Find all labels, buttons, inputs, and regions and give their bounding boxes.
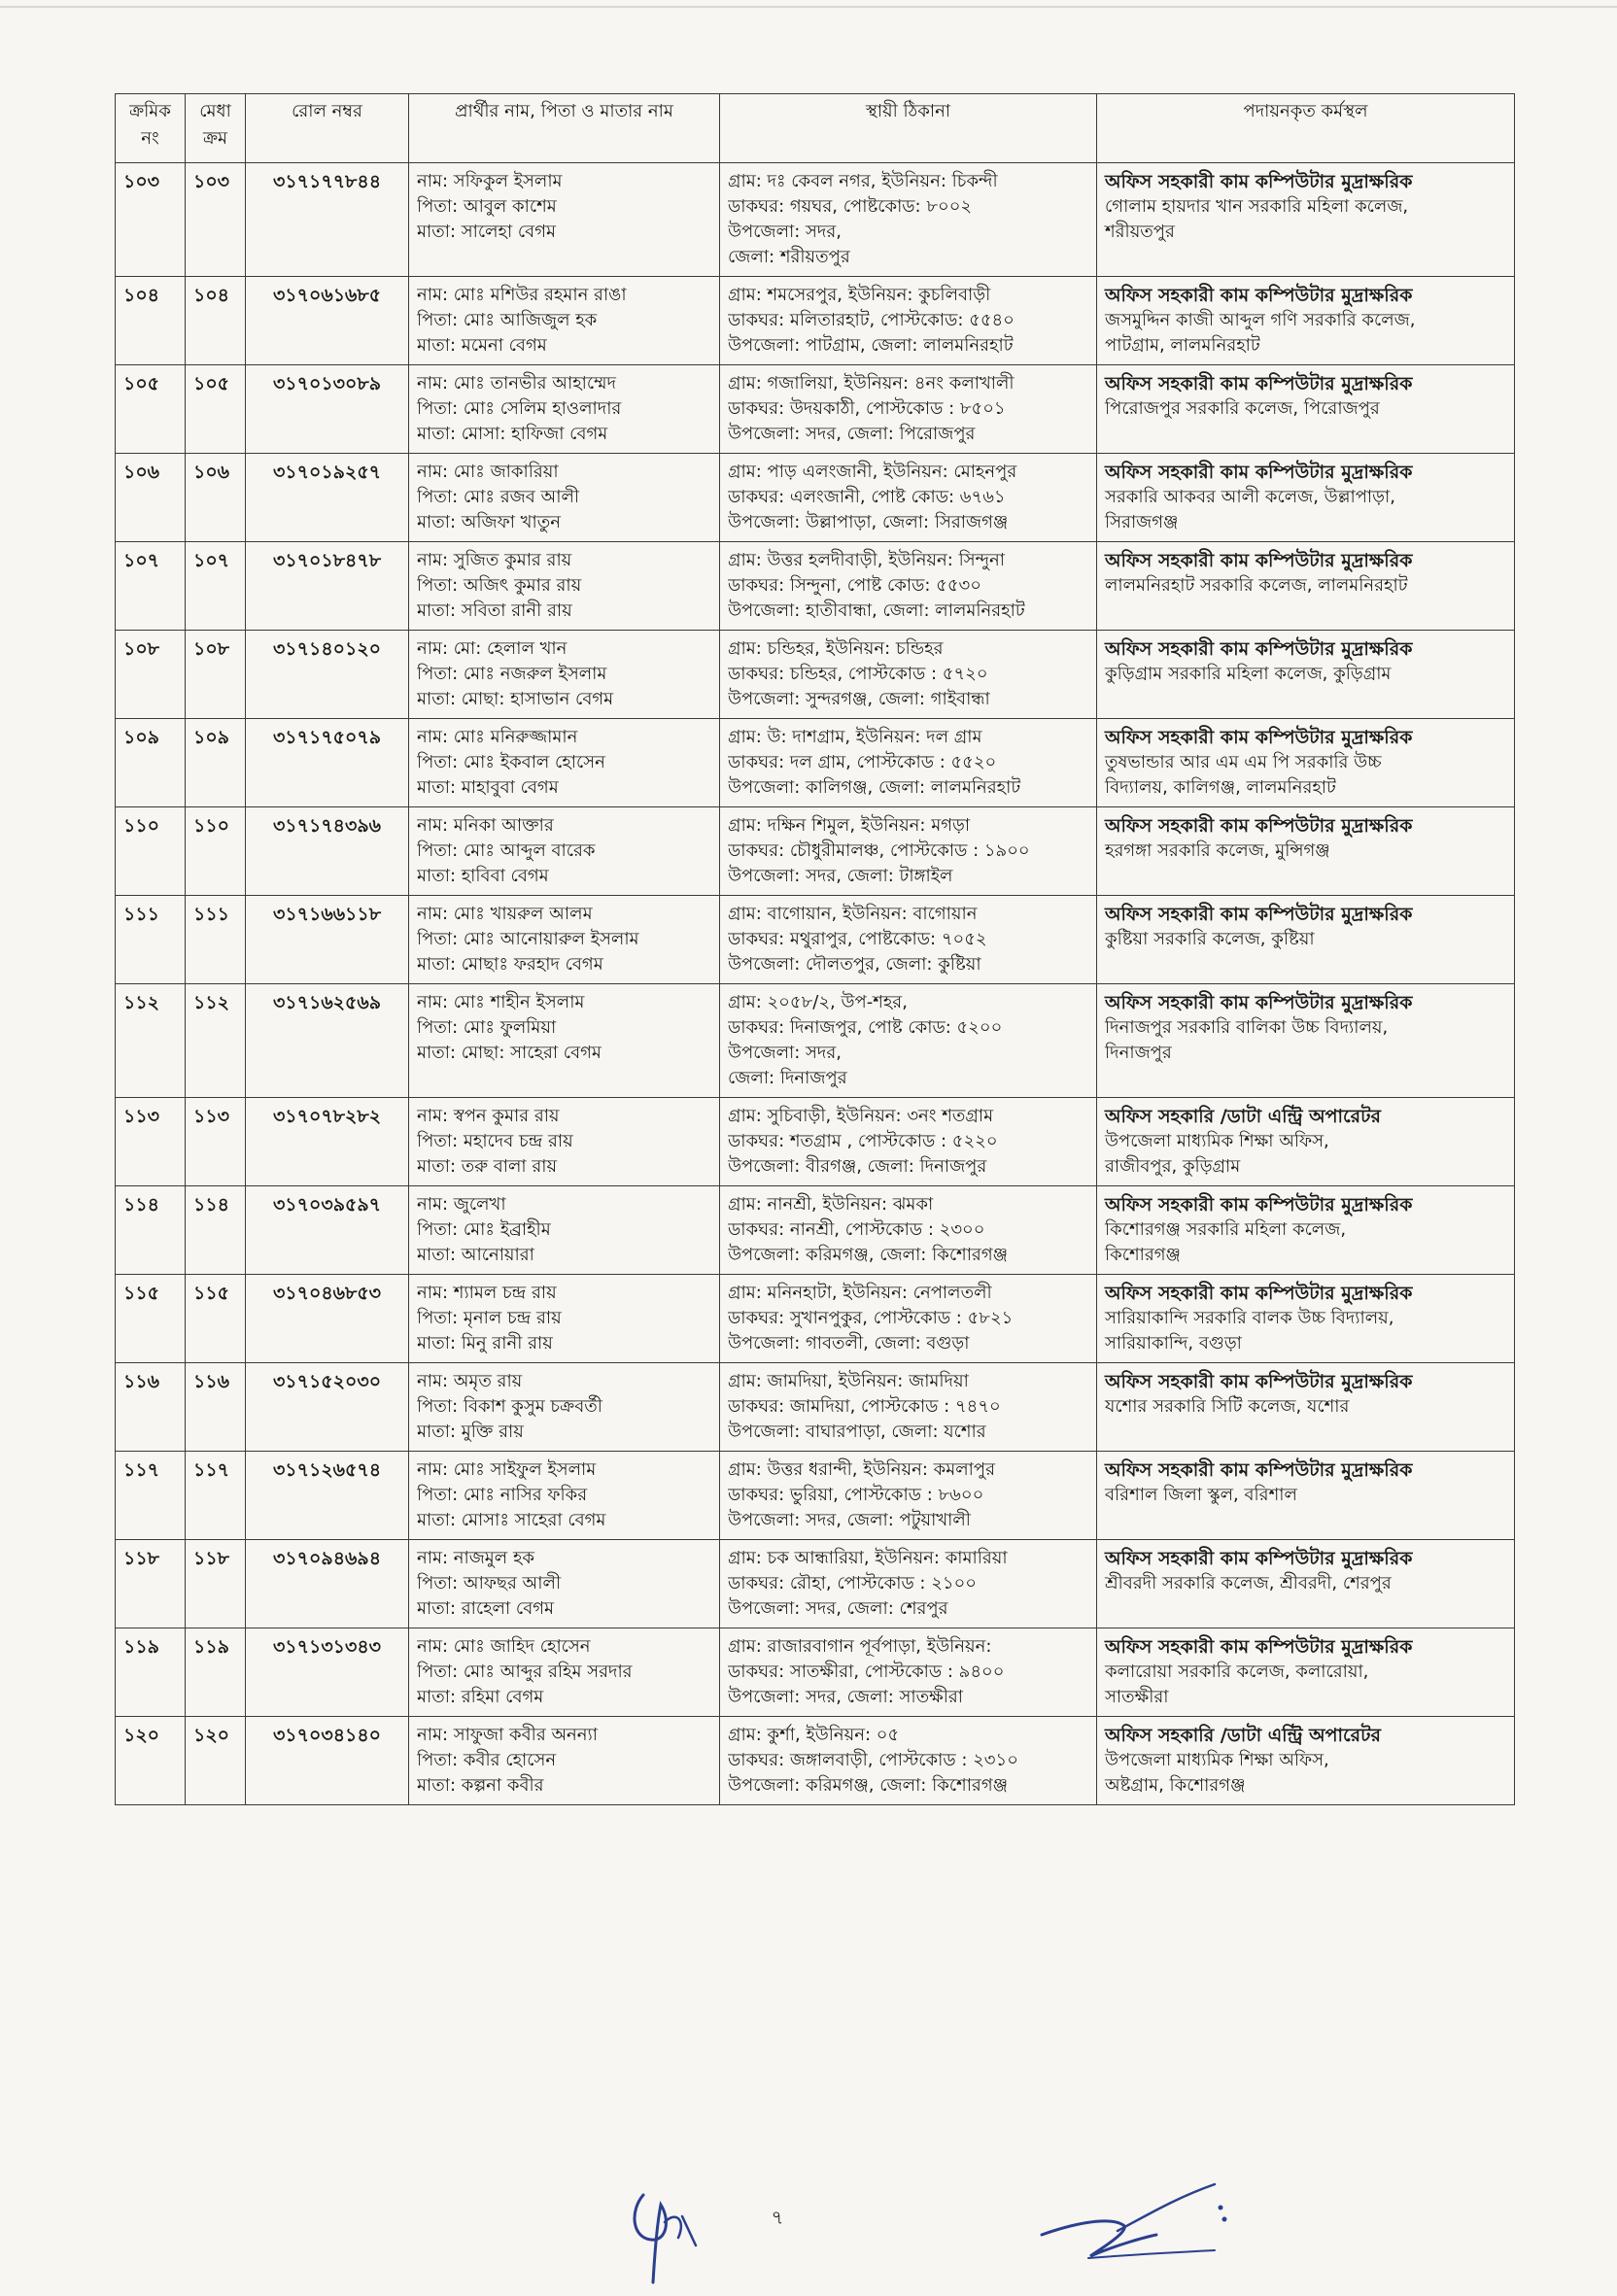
address-line: ডাকঘর: নানশ্রী, পোস্টকোড : ২৩০০ bbox=[728, 1219, 985, 1240]
father-name: পিতা: আফছর আলী bbox=[417, 1573, 562, 1593]
merit-cell: ১১৬ bbox=[186, 1363, 246, 1452]
posting-place: পিরোজপুর সরকারি কলেজ, পিরোজপুর bbox=[1105, 398, 1380, 419]
post-title: অফিস সহকারী কাম কম্পিউটার মুদ্রাক্ষরিক bbox=[1105, 904, 1413, 925]
header-merit: মেধা ক্রম bbox=[186, 94, 246, 163]
mother-name: মাতা: মোছাঃ ফরহাদ বেগম bbox=[417, 954, 603, 975]
address-line: গ্রাম: সুচিবাড়ী, ইউনিয়ন: ৩নং শতগ্রাম bbox=[728, 1106, 994, 1126]
address-line: উপজেলা: সদর, bbox=[728, 222, 842, 242]
serial-cell: ১০৯ bbox=[116, 719, 186, 807]
table-header-row bbox=[116, 94, 1515, 163]
address-line: গ্রাম: রাজারবাগান পূর্বপাড়া, ইউনিয়ন: bbox=[728, 1636, 992, 1657]
posting-cell bbox=[1097, 984, 1515, 1098]
appointment-table bbox=[115, 93, 1515, 1805]
father-name: পিতা: আবুল কাশেম bbox=[417, 196, 557, 217]
merit-cell: ১০৮ bbox=[186, 631, 246, 719]
address-line: ডাকঘর: সাতক্ষীরা, পোস্টকোড : ৯৪০০ bbox=[728, 1662, 1005, 1682]
mother-name: মাতা: তরু বালা রায় bbox=[417, 1156, 558, 1177]
address-line: গ্রাম: পাড় এলংজানী, ইউনিয়ন: মোহনপুর bbox=[728, 462, 1017, 482]
address-cell bbox=[720, 719, 1097, 807]
serial-cell: ১১২ bbox=[116, 984, 186, 1098]
page-number: ৭ bbox=[771, 2206, 784, 2229]
table-row bbox=[116, 631, 1515, 719]
post-title: অফিস সহকারী কাম কম্পিউটার মুদ্রাক্ষরিক bbox=[1105, 815, 1413, 837]
merit-cell: ১১২ bbox=[186, 984, 246, 1098]
post-title: অফিস সহকারী কাম কম্পিউটার মুদ্রাক্ষরিক bbox=[1105, 550, 1413, 571]
roll-cell: ৩১৭০১৯২৫৭ bbox=[246, 454, 409, 542]
posting-cell bbox=[1097, 1363, 1515, 1452]
post-title: অফিস সহকারী কাম কম্পিউটার মুদ্রাক্ষরিক bbox=[1105, 727, 1413, 748]
posting-cell bbox=[1097, 1628, 1515, 1717]
candidate-name: নাম: মনিকা আক্তার bbox=[417, 815, 554, 836]
candidate-cell bbox=[409, 163, 720, 277]
father-name: পিতা: মোঃ নাসির ফকির bbox=[417, 1485, 588, 1505]
address-line: উপজেলা: করিমগঞ্জ, জেলা: কিশোরগঞ্জ bbox=[728, 1775, 1008, 1796]
father-name: পিতা: মোঃ ফুলমিয়া bbox=[417, 1017, 557, 1038]
posting-cell bbox=[1097, 719, 1515, 807]
address-line: গ্রাম: শমসেরপুর, ইউনিয়ন: কুচলিবাড়ী bbox=[728, 285, 991, 305]
candidate-cell bbox=[409, 719, 720, 807]
address-line: উপজেলা: সদর, জেলা: পটুয়াখালী bbox=[728, 1510, 971, 1530]
serial-cell: ১২০ bbox=[116, 1717, 186, 1805]
address-line: উপজেলা: সদর, জেলা: সাতক্ষীরা bbox=[728, 1687, 963, 1707]
father-name: পিতা: মোঃ আনোয়ারুল ইসলাম bbox=[417, 929, 639, 949]
merit-cell: ১১৮ bbox=[186, 1540, 246, 1628]
roll-cell: ৩১৭০৬১৬৮৫ bbox=[246, 277, 409, 365]
mother-name: মাতা: অজিফা খাতুন bbox=[417, 512, 561, 532]
serial-cell: ১১৭ bbox=[116, 1452, 186, 1540]
posting-place: দিনাজপুর সরকারি বালিকা উচ্চ বিদ্যালয়, bbox=[1105, 1017, 1389, 1038]
address-cell bbox=[720, 1275, 1097, 1363]
address-line: ডাকঘর: জঙ্গালবাড়ী, পোস্টকোড : ২৩১০ bbox=[728, 1750, 1018, 1770]
father-name: পিতা: মোঃ আব্দুল বারেক bbox=[417, 840, 596, 861]
merit-cell: ১১৩ bbox=[186, 1098, 246, 1186]
post-title: অফিস সহকারী কাম কম্পিউটার মুদ্রাক্ষরিক bbox=[1105, 462, 1413, 483]
roll-cell: ৩১৭০৯৪৬৯৪ bbox=[246, 1540, 409, 1628]
table-row bbox=[116, 1275, 1515, 1363]
address-cell bbox=[720, 365, 1097, 454]
table-row bbox=[116, 542, 1515, 631]
candidate-cell bbox=[409, 984, 720, 1098]
signature-right bbox=[1030, 2176, 1254, 2264]
table-row bbox=[116, 1098, 1515, 1186]
candidate-cell bbox=[409, 454, 720, 542]
address-line: ডাকঘর: দিনাজপুর, পোষ্ট কোড: ৫২০০ bbox=[728, 1017, 1003, 1038]
serial-cell: ১১৯ bbox=[116, 1628, 186, 1717]
posting-place: রাজীবপুর, কুড়িগ্রাম bbox=[1105, 1156, 1241, 1177]
post-title: অফিস সহকারী কাম কম্পিউটার মুদ্রাক্ষরিক bbox=[1105, 1194, 1413, 1216]
candidate-cell bbox=[409, 631, 720, 719]
serial-cell: ১১৫ bbox=[116, 1275, 186, 1363]
header-name: প্রার্থীর নাম, পিতা ও মাতার নাম bbox=[409, 94, 720, 163]
posting-place: পাটগ্রাম, লালমনিরহাট bbox=[1105, 335, 1260, 356]
roll-cell: ৩১৭০৭৮২৮২ bbox=[246, 1098, 409, 1186]
candidate-name: নাম: সফিকুল ইসলাম bbox=[417, 171, 563, 191]
mother-name: মাতা: মোছা: সাহেরা বেগম bbox=[417, 1043, 602, 1063]
address-line: গ্রাম: উ: দাশগ্রাম, ইউনিয়ন: দল গ্রাম bbox=[728, 727, 982, 747]
mother-name: মাতা: মোছা: হাসাভান বেগম bbox=[417, 689, 614, 709]
table-row bbox=[116, 163, 1515, 277]
merit-cell: ১১৪ bbox=[186, 1186, 246, 1275]
header-address: স্থায়ী ঠিকানা bbox=[720, 94, 1097, 163]
serial-cell: ১০৮ bbox=[116, 631, 186, 719]
address-line: গ্রাম: দক্ষিন শিমুল, ইউনিয়ন: মগড়া bbox=[728, 815, 971, 836]
address-line: গ্রাম: জামদিয়া, ইউনিয়ন: জামদিয়া bbox=[728, 1371, 969, 1391]
header-serial: ক্রমিক নং bbox=[116, 94, 186, 163]
table-row bbox=[116, 896, 1515, 984]
posting-cell bbox=[1097, 454, 1515, 542]
mother-name: মাতা: কল্পনা কবীর bbox=[417, 1775, 544, 1796]
serial-cell: ১০৫ bbox=[116, 365, 186, 454]
candidate-name: নাম: মো: হেলাল খান bbox=[417, 638, 568, 659]
posting-cell bbox=[1097, 365, 1515, 454]
candidate-name: নাম: মোঃ মশিউর রহমান রাঙা bbox=[417, 285, 627, 305]
address-line: উপজেলা: সদর, bbox=[728, 1043, 842, 1063]
roll-cell: ৩১৭১৫২০৩০ bbox=[246, 1363, 409, 1452]
father-name: পিতা: বিকাশ কুসুম চক্রবর্তী bbox=[417, 1396, 602, 1417]
address-line: ডাকঘর: ভুরিয়া, পোস্টকোড : ৮৬০০ bbox=[728, 1485, 984, 1505]
posting-place: কুড়িগ্রাম সরকারি মহিলা কলেজ, কুড়িগ্রাম bbox=[1105, 664, 1392, 684]
posting-place: তুষভান্ডার আর এম এম পি সরকারি উচ্চ bbox=[1105, 752, 1382, 772]
address-line: গ্রাম: গজালিয়া, ইউনিয়ন: ৪নং কলাখালী bbox=[728, 373, 1015, 394]
address-line: গ্রাম: উত্তর হলদীবাড়ী, ইউনিয়ন: সিন্দুনা bbox=[728, 550, 1006, 570]
father-name: পিতা: অজিৎ কুমার রায় bbox=[417, 575, 582, 596]
address-cell bbox=[720, 1717, 1097, 1805]
address-line: উপজেলা: উল্লাপাড়া, জেলা: সিরাজগঞ্জ bbox=[728, 512, 1009, 532]
serial-cell: ১০৩ bbox=[116, 163, 186, 277]
posting-place: কিশোরগঞ্জ bbox=[1105, 1245, 1181, 1265]
address-line: উপজেলা: সদর, জেলা: টাঙ্গাইল bbox=[728, 866, 953, 886]
roll-cell: ৩১৭১৭৭৮৪৪ bbox=[246, 163, 409, 277]
candidate-name: নাম: শ্যামল চন্দ্র রায় bbox=[417, 1283, 557, 1303]
address-line: ডাকঘর: সিন্দুনা, পোষ্ট কোড: ৫৫৩০ bbox=[728, 575, 981, 596]
table-row bbox=[116, 719, 1515, 807]
address-cell bbox=[720, 1098, 1097, 1186]
roll-cell: ৩১৭০১৩০৮৯ bbox=[246, 365, 409, 454]
posting-cell bbox=[1097, 1098, 1515, 1186]
posting-place: হরগঙ্গা সরকারি কলেজ, মুন্সিগঞ্জ bbox=[1105, 840, 1330, 861]
merit-cell: ১০৩ bbox=[186, 163, 246, 277]
merit-cell: ১২০ bbox=[186, 1717, 246, 1805]
address-line: ডাকঘর: উদয়কাঠী, পোস্টকোড : ৮৫০১ bbox=[728, 398, 1006, 419]
posting-place: শরীয়তপুর bbox=[1105, 222, 1175, 242]
address-line: গ্রাম: চক আন্ধারিয়া, ইউনিয়ন: কামারিয়া bbox=[728, 1548, 1008, 1568]
candidate-cell bbox=[409, 896, 720, 984]
candidate-name: নাম: সুজিত কুমার রায় bbox=[417, 550, 572, 570]
merit-cell: ১১০ bbox=[186, 807, 246, 896]
candidate-cell bbox=[409, 1452, 720, 1540]
posting-cell bbox=[1097, 277, 1515, 365]
address-cell bbox=[720, 631, 1097, 719]
posting-place: শ্রীবরদী সরকারি কলেজ, শ্রীবরদী, শেরপুর bbox=[1105, 1573, 1392, 1593]
posting-place: কুষ্টিয়া সরকারি কলেজ, কুষ্টিয়া bbox=[1105, 929, 1315, 949]
father-name: পিতা: মোঃ নজরুল ইসলাম bbox=[417, 664, 607, 684]
address-line: উপজেলা: হাতীবান্ধা, জেলা: লালমনিরহাট bbox=[728, 600, 1025, 621]
mother-name: মাতা: মিনু রানী রায় bbox=[417, 1333, 553, 1354]
roll-cell: ৩১৭১৭৫০৭৯ bbox=[246, 719, 409, 807]
signature-left bbox=[622, 2181, 709, 2288]
serial-cell: ১০৪ bbox=[116, 277, 186, 365]
father-name: পিতা: মোঃ আব্দুর রহিম সরদার bbox=[417, 1662, 633, 1682]
roll-cell: ৩১৭১৪০১২০ bbox=[246, 631, 409, 719]
merit-cell: ১০৫ bbox=[186, 365, 246, 454]
address-line: ডাকঘর: মলিতারহাট, পোস্টকোড: ৫৫৪০ bbox=[728, 310, 1015, 330]
post-title: অফিস সহকারী কাম কম্পিউটার মুদ্রাক্ষরিক bbox=[1105, 1548, 1413, 1569]
mother-name: মাতা: মোসা: হাফিজা বেগম bbox=[417, 424, 608, 444]
address-cell bbox=[720, 1452, 1097, 1540]
posting-cell bbox=[1097, 631, 1515, 719]
posting-place: সারিয়াকান্দি, বগুড়া bbox=[1105, 1333, 1242, 1354]
address-line: ডাকঘর: চৌধুরীমালঞ্চ, পোস্টকোড : ১৯০০ bbox=[728, 840, 1030, 861]
candidate-cell bbox=[409, 542, 720, 631]
address-cell bbox=[720, 277, 1097, 365]
roll-cell: ৩১৭১৬৬১১৮ bbox=[246, 896, 409, 984]
address-cell bbox=[720, 807, 1097, 896]
posting-cell bbox=[1097, 896, 1515, 984]
mother-name: মাতা: মুক্তি রায় bbox=[417, 1422, 524, 1442]
post-title: অফিস সহকারি /ডাটা এন্ট্রি অপারেটর bbox=[1105, 1725, 1381, 1746]
address-line: উপজেলা: সদর, জেলা: পিরোজপুর bbox=[728, 424, 976, 444]
address-line: উপজেলা: করিমগঞ্জ, জেলা: কিশোরগঞ্জ bbox=[728, 1245, 1008, 1265]
roll-cell: ৩১৭১৩১৩৪৩ bbox=[246, 1628, 409, 1717]
candidate-cell bbox=[409, 277, 720, 365]
candidate-cell bbox=[409, 1275, 720, 1363]
table-row bbox=[116, 984, 1515, 1098]
post-title: অফিস সহকারী কাম কম্পিউটার মুদ্রাক্ষরিক bbox=[1105, 638, 1413, 660]
candidate-name: নাম: জুলেখা bbox=[417, 1194, 506, 1215]
address-line: উপজেলা: কালিগঞ্জ, জেলা: লালমনিরহাট bbox=[728, 777, 1021, 798]
address-line: উপজেলা: দৌলতপুর, জেলা: কুষ্টিয়া bbox=[728, 954, 981, 975]
posting-place: জসমুদ্দিন কাজী আব্দুল গণি সরকারি কলেজ, bbox=[1105, 310, 1416, 330]
address-line: ডাকঘর: শতগ্রাম , পোস্টকোড : ৫২২০ bbox=[728, 1131, 998, 1151]
posting-place: সিরাজগঞ্জ bbox=[1105, 512, 1179, 532]
candidate-name: নাম: স্বপন কুমার রায় bbox=[417, 1106, 560, 1126]
address-cell bbox=[720, 1540, 1097, 1628]
candidate-name: নাম: মোঃ সাইফুল ইসলাম bbox=[417, 1459, 597, 1480]
posting-place: দিনাজপুর bbox=[1105, 1043, 1172, 1063]
posting-place: উপজেলা মাধ্যমিক শিক্ষা অফিস, bbox=[1105, 1750, 1329, 1770]
post-title: অফিস সহকারী কাম কম্পিউটার মুদ্রাক্ষরিক bbox=[1105, 1459, 1413, 1481]
posting-place: লালমনিরহাট সরকারি কলেজ, লালমনিরহাট bbox=[1105, 575, 1408, 596]
candidate-cell bbox=[409, 1540, 720, 1628]
serial-cell: ১০৬ bbox=[116, 454, 186, 542]
address-line: ডাকঘর: সুখানপুকুর, পোস্টকোড : ৫৮২১ bbox=[728, 1308, 1014, 1328]
posting-place: সাতক্ষীরা bbox=[1105, 1687, 1169, 1707]
father-name: পিতা: মহাদেব চন্দ্র রায় bbox=[417, 1131, 573, 1151]
posting-place: বিদ্যালয়, কালিগঞ্জ, লালমনিরহাট bbox=[1105, 777, 1336, 798]
post-title: অফিস সহকারী কাম কম্পিউটার মুদ্রাক্ষরিক bbox=[1105, 171, 1413, 192]
table-row bbox=[116, 1452, 1515, 1540]
table-row bbox=[116, 454, 1515, 542]
posting-place: গোলাম হায়দার খান সরকারি মহিলা কলেজ, bbox=[1105, 196, 1409, 217]
address-line: ডাকঘর: চন্ডিহর, পোস্টকোড : ৫৭২০ bbox=[728, 664, 988, 684]
table-row bbox=[116, 1717, 1515, 1805]
candidate-name: নাম: মোঃ খায়রুল আলম bbox=[417, 904, 593, 924]
mother-name: মাতা: সালেহা বেগম bbox=[417, 222, 556, 242]
roll-cell: ৩১৭০৩৪১৪০ bbox=[246, 1717, 409, 1805]
table-row bbox=[116, 807, 1515, 896]
serial-cell: ১১৪ bbox=[116, 1186, 186, 1275]
post-title: অফিস সহকারি /ডাটা এন্ট্রি অপারেটর bbox=[1105, 1106, 1381, 1127]
table-body bbox=[116, 163, 1515, 1805]
candidate-cell bbox=[409, 807, 720, 896]
father-name: পিতা: মোঃ রজব আলী bbox=[417, 487, 580, 507]
posting-cell bbox=[1097, 1717, 1515, 1805]
address-line: ডাকঘর: জামদিয়া, পোস্টকোড : ৭৪৭০ bbox=[728, 1396, 1001, 1417]
address-line: উপজেলা: বীরগঞ্জ, জেলা: দিনাজপুর bbox=[728, 1156, 987, 1177]
roll-cell: ৩১৭১৭৪৩৯৬ bbox=[246, 807, 409, 896]
roll-cell: ৩১৭০৪৬৮৫৩ bbox=[246, 1275, 409, 1363]
father-name: পিতা: কবীর হোসেন bbox=[417, 1750, 557, 1770]
address-line: গ্রাম: কুর্শা, ইউনিয়ন: ০৫ bbox=[728, 1725, 900, 1745]
page-top-edge bbox=[0, 6, 1617, 8]
address-cell bbox=[720, 542, 1097, 631]
table-row bbox=[116, 1628, 1515, 1717]
address-line: গ্রাম: উত্তর ধরান্দী, ইউনিয়ন: কমলাপুর bbox=[728, 1459, 995, 1480]
candidate-name: নাম: অমৃত রায় bbox=[417, 1371, 523, 1391]
serial-cell: ১১৬ bbox=[116, 1363, 186, 1452]
merit-cell: ১০৬ bbox=[186, 454, 246, 542]
candidate-name: নাম: সাফুজা কবীর অনন্যা bbox=[417, 1725, 598, 1745]
roll-cell: ৩১৭১২৬৫৭৪ bbox=[246, 1452, 409, 1540]
posting-cell bbox=[1097, 542, 1515, 631]
address-line: জেলা: দিনাজপুর bbox=[728, 1068, 847, 1088]
candidate-cell bbox=[409, 1717, 720, 1805]
address-line: ডাকঘর: দল গ্রাম, পোস্টকোড : ৫৫২০ bbox=[728, 752, 997, 772]
posting-place: অষ্টগ্রাম, কিশোরগঞ্জ bbox=[1105, 1775, 1246, 1796]
address-line: গ্রাম: বাগোয়ান, ইউনিয়ন: বাগোয়ান bbox=[728, 904, 978, 924]
posting-cell bbox=[1097, 1452, 1515, 1540]
serial-cell: ১১৩ bbox=[116, 1098, 186, 1186]
address-line: ডাকঘর: গয়ঘর, পোষ্টকোড: ৮০০২ bbox=[728, 196, 973, 217]
candidate-name: নাম: মোঃ শাহীন ইসলাম bbox=[417, 992, 585, 1012]
mother-name: মাতা: মাহাবুবা বেগম bbox=[417, 777, 559, 798]
posting-cell bbox=[1097, 807, 1515, 896]
address-line: গ্রাম: চন্ডিহর, ইউনিয়ন: চন্ডিহর bbox=[728, 638, 944, 659]
posting-place: উপজেলা মাধ্যমিক শিক্ষা অফিস, bbox=[1105, 1131, 1329, 1151]
posting-place: কলারোয়া সরকারি কলেজ, কলারোয়া, bbox=[1105, 1662, 1369, 1682]
address-line: উপজেলা: সদর, জেলা: শেরপুর bbox=[728, 1598, 948, 1619]
roll-cell: ৩১৭০১৮৪৭৮ bbox=[246, 542, 409, 631]
candidate-cell bbox=[409, 1363, 720, 1452]
posting-cell bbox=[1097, 1275, 1515, 1363]
address-cell bbox=[720, 1186, 1097, 1275]
table-row bbox=[116, 1363, 1515, 1452]
father-name: পিতা: মোঃ আজিজুল হক bbox=[417, 310, 598, 330]
table-row bbox=[116, 365, 1515, 454]
posting-place: যশোর সরকারি সিটি কলেজ, যশোর bbox=[1105, 1396, 1350, 1417]
candidate-name: নাম: মোঃ জাহিদ হোসেন bbox=[417, 1636, 591, 1657]
post-title: অফিস সহকারী কাম কম্পিউটার মুদ্রাক্ষরিক bbox=[1105, 992, 1413, 1013]
address-line: গ্রাম: মনিনহাটা, ইউনিয়ন: নেপালতলী bbox=[728, 1283, 992, 1303]
roll-cell: ৩১৭১৬২৫৬৯ bbox=[246, 984, 409, 1098]
address-cell bbox=[720, 163, 1097, 277]
post-title: অফিস সহকারী কাম কম্পিউটার মুদ্রাক্ষরিক bbox=[1105, 1283, 1413, 1304]
post-title: অফিস সহকারী কাম কম্পিউটার মুদ্রাক্ষরিক bbox=[1105, 285, 1413, 306]
address-line: গ্রাম: ২০৫৮/২, উপ-শহর, bbox=[728, 992, 908, 1012]
posting-place: সরকারি আকবর আলী কলেজ, উল্লাপাড়া, bbox=[1105, 487, 1395, 507]
post-title: অফিস সহকারী কাম কম্পিউটার মুদ্রাক্ষরিক bbox=[1105, 373, 1413, 394]
merit-cell: ১০৪ bbox=[186, 277, 246, 365]
father-name: পিতা: মোঃ সেলিম হাওলাদার bbox=[417, 398, 622, 419]
serial-cell: ১০৭ bbox=[116, 542, 186, 631]
address-cell bbox=[720, 454, 1097, 542]
mother-name: মাতা: রহিমা বেগম bbox=[417, 1687, 544, 1707]
mother-name: মাতা: মমেনা বেগম bbox=[417, 335, 547, 356]
posting-cell bbox=[1097, 163, 1515, 277]
table-row bbox=[116, 1540, 1515, 1628]
address-cell bbox=[720, 984, 1097, 1098]
candidate-name: নাম: মোঃ জাকারিয়া bbox=[417, 462, 559, 482]
serial-cell: ১১৮ bbox=[116, 1540, 186, 1628]
candidate-cell bbox=[409, 365, 720, 454]
header-roll: রোল নম্বর bbox=[246, 94, 409, 163]
merit-cell: ১০৭ bbox=[186, 542, 246, 631]
post-title: অফিস সহকারী কাম কম্পিউটার মুদ্রাক্ষরিক bbox=[1105, 1636, 1413, 1658]
merit-cell: ১১৭ bbox=[186, 1452, 246, 1540]
address-line: গ্রাম: নানশ্রী, ইউনিয়ন: ঝমকা bbox=[728, 1194, 934, 1215]
merit-cell: ১১১ bbox=[186, 896, 246, 984]
address-cell bbox=[720, 1628, 1097, 1717]
candidate-name: নাম: নাজমুল হক bbox=[417, 1548, 534, 1568]
address-line: জেলা: শরীয়তপুর bbox=[728, 247, 850, 267]
posting-cell bbox=[1097, 1540, 1515, 1628]
table-row bbox=[116, 1186, 1515, 1275]
mother-name: মাতা: হাবিবা বেগম bbox=[417, 866, 549, 886]
mother-name: মাতা: আনোয়ারা bbox=[417, 1245, 534, 1265]
address-line: গ্রাম: দঃ কেবল নগর, ইউনিয়ন: চিকন্দী bbox=[728, 171, 998, 191]
table-row bbox=[116, 277, 1515, 365]
merit-cell: ১১৯ bbox=[186, 1628, 246, 1717]
serial-cell: ১১১ bbox=[116, 896, 186, 984]
candidate-cell bbox=[409, 1098, 720, 1186]
address-line: উপজেলা: পাটগ্রাম, জেলা: লালমনিরহাট bbox=[728, 335, 1014, 356]
merit-cell: ১১৫ bbox=[186, 1275, 246, 1363]
mother-name: মাতা: সবিতা রানী রায় bbox=[417, 600, 572, 621]
posting-cell bbox=[1097, 1186, 1515, 1275]
posting-place: কিশোরগঞ্জ সরকারি মহিলা কলেজ, bbox=[1105, 1219, 1347, 1240]
posting-place: সারিয়াকান্দি সরকারি বালক উচ্চ বিদ্যালয়, bbox=[1105, 1308, 1394, 1328]
address-line: উপজেলা: সুন্দরগঞ্জ, জেলা: গাইবান্ধা bbox=[728, 689, 990, 709]
candidate-cell bbox=[409, 1628, 720, 1717]
address-line: ডাকঘর: রৌহা, পোস্টকোড : ২১০০ bbox=[728, 1573, 978, 1593]
header-posting: পদায়নকৃত কর্মস্থল bbox=[1097, 94, 1515, 163]
candidate-name: নাম: মোঃ মনিরুজ্জামান bbox=[417, 727, 578, 747]
candidate-cell bbox=[409, 1186, 720, 1275]
serial-cell: ১১০ bbox=[116, 807, 186, 896]
post-title: অফিস সহকারী কাম কম্পিউটার মুদ্রাক্ষরিক bbox=[1105, 1371, 1413, 1392]
father-name: পিতা: মোঃ ইকবাল হোসেন bbox=[417, 752, 605, 772]
address-line: উপজেলা: বাঘারপাড়া, জেলা: যশোর bbox=[728, 1422, 986, 1442]
merit-cell: ১০৯ bbox=[186, 719, 246, 807]
address-line: উপজেলা: গাবতলী, জেলা: বগুড়া bbox=[728, 1333, 970, 1354]
posting-place: বরিশাল জিলা স্কুল, বরিশাল bbox=[1105, 1485, 1297, 1505]
address-line: ডাকঘর: এলংজানী, পোষ্ট কোড: ৬৭৬১ bbox=[728, 487, 1006, 507]
address-cell bbox=[720, 896, 1097, 984]
address-cell bbox=[720, 1363, 1097, 1452]
father-name: পিতা: মোঃ ইব্রাহীম bbox=[417, 1219, 551, 1240]
mother-name: মাতা: রাহেলা বেগম bbox=[417, 1598, 555, 1619]
mother-name: মাতা: মোসাঃ সাহেরা বেগম bbox=[417, 1510, 606, 1530]
candidate-name: নাম: মোঃ তানভীর আহাম্মেদ bbox=[417, 373, 616, 394]
roll-cell: ৩১৭০৩৯৫৯৭ bbox=[246, 1186, 409, 1275]
father-name: পিতা: মৃনাল চন্দ্র রায় bbox=[417, 1308, 562, 1328]
address-line: ডাকঘর: মথুরাপুর, পোষ্টকোড: ৭০৫২ bbox=[728, 929, 987, 949]
